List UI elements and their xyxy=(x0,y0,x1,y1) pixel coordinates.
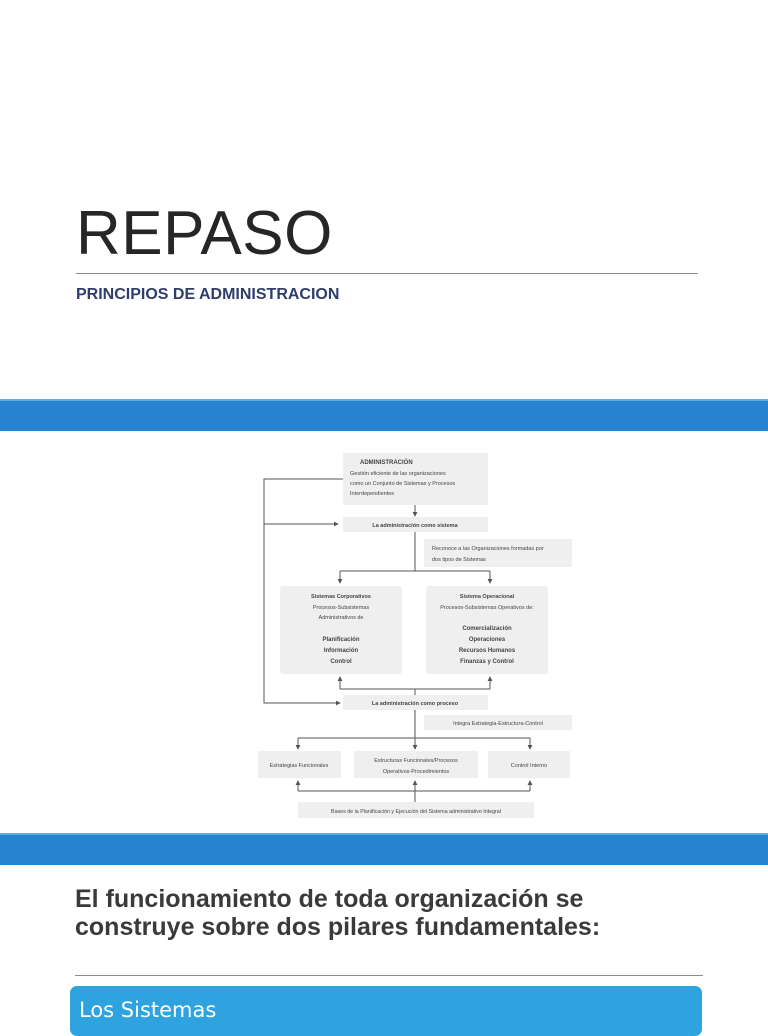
heading-divider xyxy=(75,975,703,976)
operacional-title: Sistema Operacional xyxy=(459,594,515,600)
admin-box-title: ADMINISTRACIÓN xyxy=(360,460,413,466)
admin-line-1: Gestión eficiente de las organizaciones xyxy=(350,471,446,477)
bottom-band-highlight xyxy=(0,833,768,835)
corporativos-line-2: Administrativos de xyxy=(318,615,364,621)
administration-diagram xyxy=(0,431,768,835)
page-subtitle: PRINCIPIOS DE ADMINISTRACION xyxy=(76,286,340,303)
admin-sistema-label: La administración como sistema xyxy=(372,523,458,529)
corporativos-item-3: Control xyxy=(330,659,352,665)
bases-label: Bases de la Planificación y Ejecución del Sistema administrativo Integral xyxy=(331,809,501,815)
operacional-item-1: Comercialización xyxy=(462,626,512,632)
corporativos-item-2: Información xyxy=(323,648,359,654)
operacional-item-3: Recursos Humanos xyxy=(458,648,516,654)
corporativos-title: Sistemas Corporativos xyxy=(311,594,371,600)
operacional-item-4: Finanzas y Control xyxy=(460,659,514,665)
top-blue-band xyxy=(0,401,768,431)
estructuras-line-1: Estructuras Funcionales/Procesos xyxy=(374,758,458,764)
corporativos-line-1: Procesos-Subsistemas xyxy=(312,605,370,611)
estrategias-label: Estrategias Funcionales xyxy=(269,763,329,769)
section-heading: El funcionamiento de toda organización se construye sobre dos pilares fundamentales: xyxy=(75,885,601,941)
title-divider xyxy=(76,273,698,274)
reconoce-line-2: dos tipos de Sistemas xyxy=(432,557,486,563)
control-interno-label: Control Interno xyxy=(510,763,548,769)
integra-label: Integra Estrategia-Estructura-Control xyxy=(453,721,543,727)
admin-line-3: Interdependientes xyxy=(350,491,395,497)
operacional-item-2: Operaciones xyxy=(468,637,506,643)
bottom-blue-band xyxy=(0,835,768,865)
operacional-line: Procesos-Subsistemas Operativos de: xyxy=(440,605,534,611)
admin-line-2: como un Conjunto de Sistemas y Procesos xyxy=(350,481,456,487)
page-title: REPASO xyxy=(76,199,333,268)
admin-proceso-label: La administración como proceso xyxy=(371,701,459,707)
reconoce-line-1: Reconoce a las Organizaciones formadas por xyxy=(432,546,544,552)
section-bar-label: Los Sistemas xyxy=(79,998,217,1022)
corporativos-item-1: Planificación xyxy=(322,637,360,643)
estructuras-line-2: Operativos-Procedimientos xyxy=(382,769,450,775)
